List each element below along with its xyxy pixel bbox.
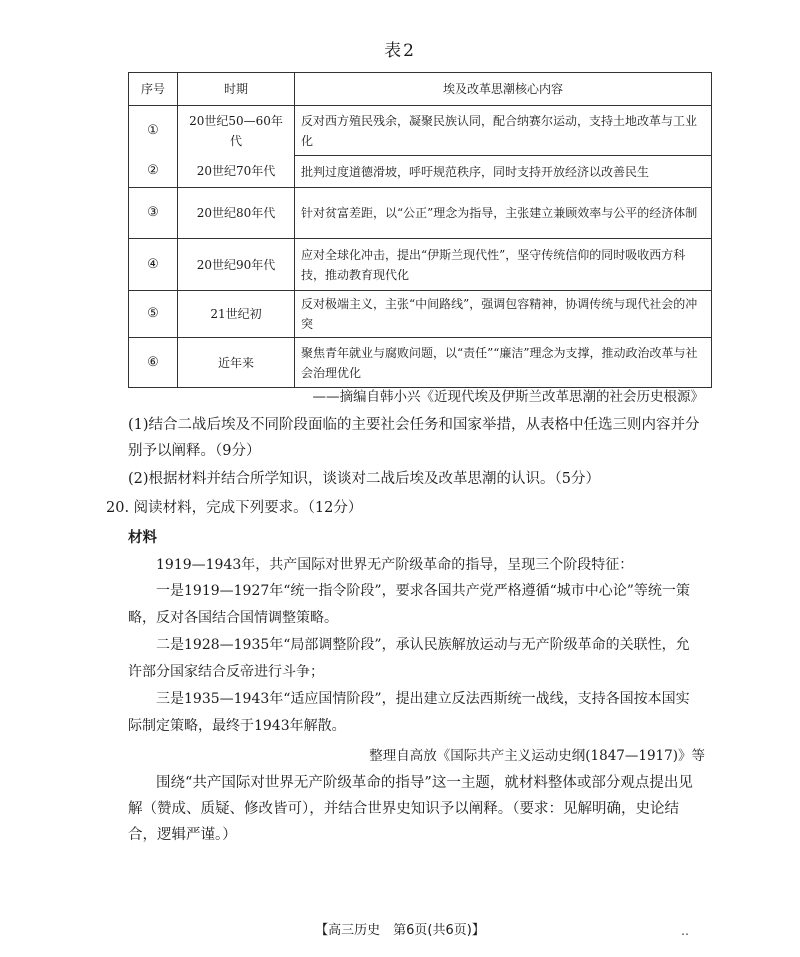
row-content: 反对极端主义，主张“中间路线”，强调包容精神，协调传统与现代社会的冲突 bbox=[295, 291, 712, 338]
material-source-citation: 整理自高放《国际共产主义运动史纲(1847—1917)》等 bbox=[369, 748, 705, 764]
row-seq: ③ bbox=[129, 188, 178, 239]
row-period: 21世纪初 bbox=[178, 291, 295, 338]
row-seq: ⑥ bbox=[129, 338, 178, 388]
table-title: 表2 bbox=[384, 41, 416, 61]
row-period: 20世纪70年代 bbox=[178, 156, 295, 188]
row-content: 聚焦青年就业与腐败问题，以“责任”“廉洁”理念为支撑，推动政治改革与社会治理优化 bbox=[295, 338, 712, 388]
material-text: 三是1935—1943年“适应国情阶段”，提出建立反法西斯统一战线，支持各国按本国实际制定策略，最终于1943年解散。 bbox=[128, 691, 690, 734]
table-row bbox=[129, 156, 712, 188]
row-seq: ④ bbox=[129, 239, 178, 291]
material-paragraph bbox=[128, 686, 700, 740]
question-1: (1)结合二战后埃及不同阶段面临的主要社会任务和国家举措，从表格中任选三则内容并分别予以阐释。（9分） bbox=[128, 417, 700, 459]
material-label: 材料 bbox=[128, 529, 157, 546]
header-content: 埃及改革思潮核心内容 bbox=[295, 73, 712, 106]
material-paragraph bbox=[128, 632, 700, 686]
material-paragraph bbox=[128, 552, 700, 579]
material-text: 一是1919—1927年“统一指令阶段”，要求各国共产党严格遵循“城市中心论”等统一策略，反对各国结合国情调整策略。 bbox=[128, 583, 690, 626]
header-seq: 序号 bbox=[129, 73, 178, 106]
question-2: (2)根据材料并结合所学知识，谈谈对二战后埃及改革思潮的认识。（5分） bbox=[128, 471, 601, 487]
header-period: 时期 bbox=[178, 73, 295, 106]
page-footer: 【高三历史 第6页(共6页)】 bbox=[315, 923, 485, 938]
material-text: 1919—1943年，共产国际对世界无产阶级革命的指导，呈现三个阶段特征： bbox=[156, 557, 634, 573]
material-text: 二是1928—1935年“局部调整阶段”，承认民族解放运动与无产阶级革命的关联性，允许部分国家结合反帝进行斗争； bbox=[128, 637, 690, 680]
row-content: 反对西方殖民残余，凝聚民族认同，配合纳赛尔运动，支持土地改革与工业化 bbox=[295, 106, 712, 156]
question-20-heading: 20. 阅读材料，完成下列要求。（12分） bbox=[106, 500, 363, 516]
row-period: 20世纪50—60年代 bbox=[178, 106, 295, 156]
row-seq: ② bbox=[129, 156, 178, 188]
task-instructions bbox=[128, 770, 702, 848]
table-header-row bbox=[129, 73, 712, 106]
table-row bbox=[129, 291, 712, 338]
corner-mark: ‥ bbox=[681, 924, 690, 938]
table-row bbox=[129, 338, 712, 388]
material-paragraph bbox=[128, 578, 700, 632]
row-seq: ① bbox=[129, 106, 178, 156]
table-row bbox=[129, 239, 712, 291]
row-period: 20世纪90年代 bbox=[178, 239, 295, 291]
row-period: 近年来 bbox=[178, 338, 295, 388]
table-source-citation: ——摘编自韩小兴《近现代埃及伊斯兰改革思潮的社会历史根源》 bbox=[312, 389, 704, 405]
row-seq: ⑤ bbox=[129, 291, 178, 338]
table-row bbox=[129, 188, 712, 239]
era-table bbox=[128, 72, 712, 388]
task-text: 围绕“共产国际对世界无产阶级革命的指导”这一主题，就材料整体或部分观点提出见解（赞成、质疑、修改皆可），并结合世界史知识予以阐释。（要求：见解明确，史论结合，逻辑严谨。） bbox=[128, 775, 693, 843]
table-row bbox=[129, 106, 712, 156]
row-period: 20世纪80年代 bbox=[178, 188, 295, 239]
row-content: 针对贫富差距，以“公正”理念为指导，主张建立兼顾效率与公平的经济体制 bbox=[295, 188, 712, 239]
row-content: 批判过度道德滑坡，呼吁规范秩序，同时支持开放经济以改善民生 bbox=[295, 156, 712, 188]
row-content: 应对全球化冲击，提出“伊斯兰现代性”，坚守传统信仰的同时吸收西方科技，推动教育现代化 bbox=[295, 239, 712, 291]
